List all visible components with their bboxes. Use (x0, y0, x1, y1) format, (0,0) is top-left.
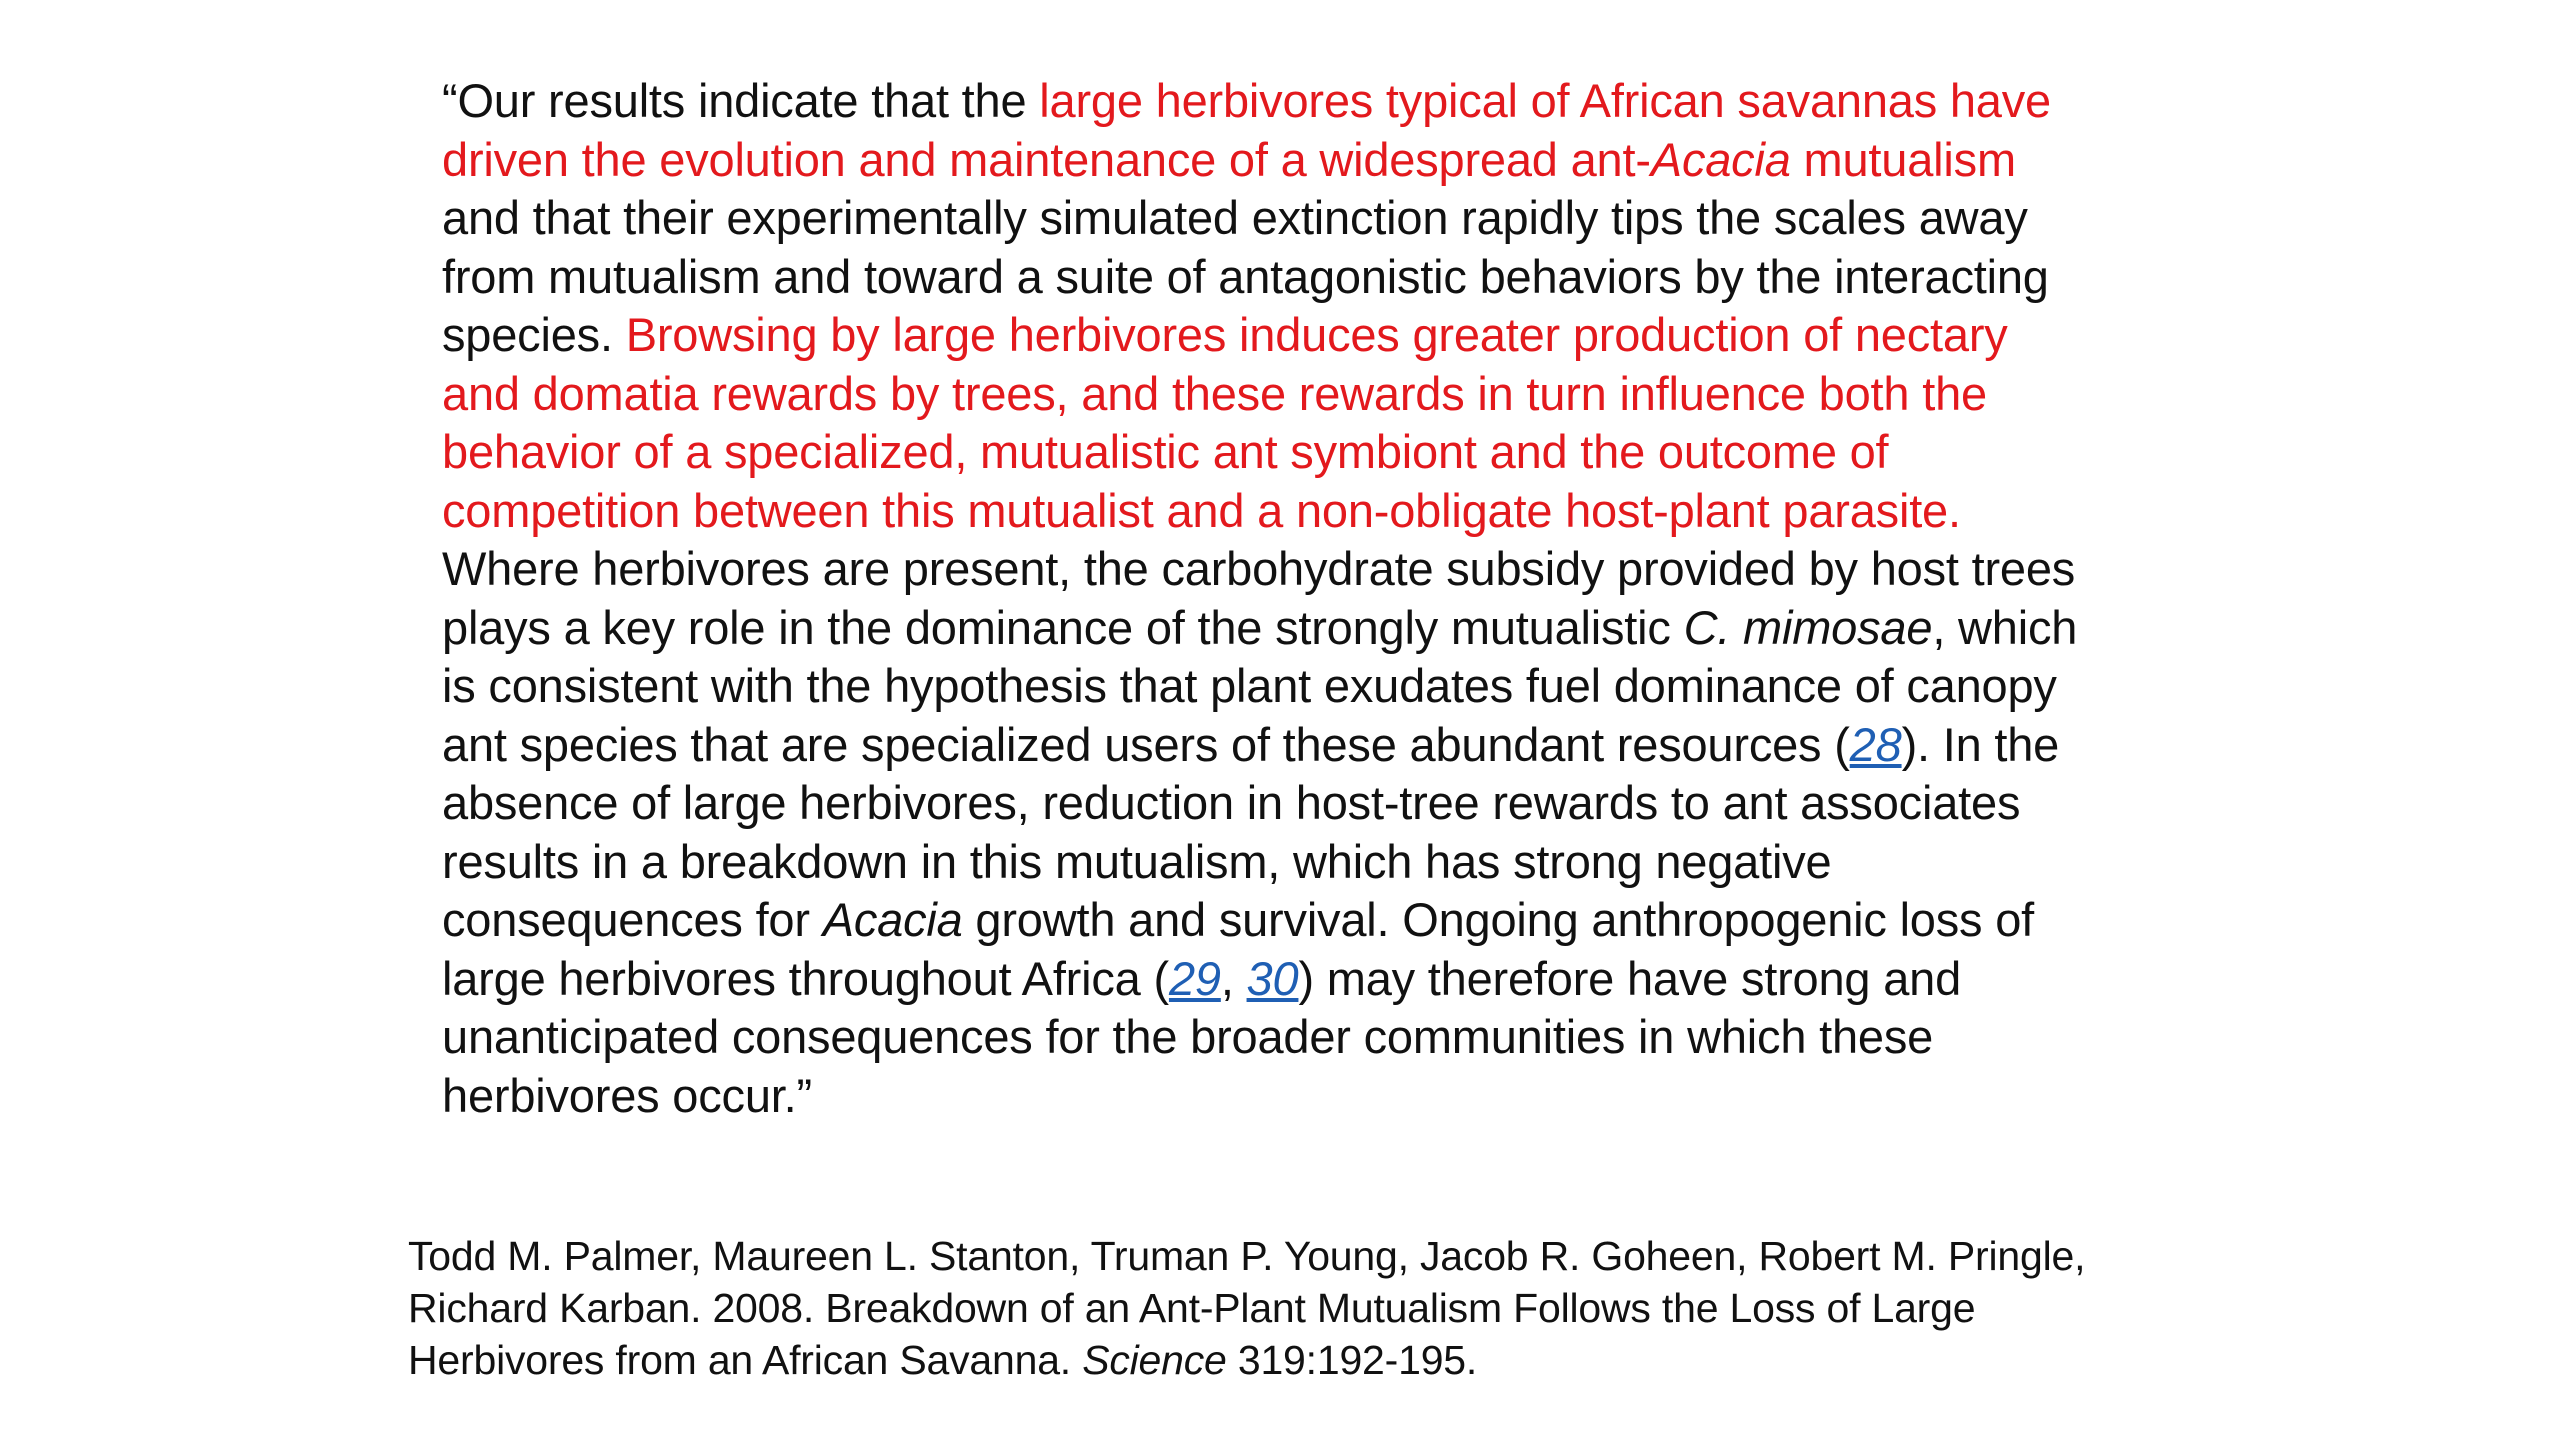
quote-text-2: and that their experimentally simulated extinction rapidly tips the scales away from mutualism and toward a suite of antagonistic behaviors by the interacting species. (442, 191, 2049, 361)
reference-link-29[interactable]: 29 (1168, 951, 1221, 1005)
quote-paragraph (442, 72, 2082, 1125)
reference-separator: , (1220, 951, 1247, 1005)
citation-volume-pages: 319:192-195. (1226, 1337, 1478, 1383)
highlight-1-end: mutualism (1790, 132, 2016, 186)
reference-link-28[interactable]: 28 (1849, 717, 1902, 771)
quote-text-5: ). In the absence of large herbivores, reduction in host-tree rewards to ant associates results in a breakdown in this mutualism, which has strong negative consequences for (442, 717, 2060, 946)
quote-text-4: , which is consistent with the hypothesis that plant exudates fuel dominance of canopy ant species that are specialized users of these abundant resources ( (442, 600, 2078, 771)
genus-name: Acacia (822, 893, 963, 946)
quote-text-7: ) may therefore have strong and unanticipated consequences for the broader communities in which these herbivores occur. (442, 951, 1962, 1122)
citation-text: Todd M. Palmer, Maureen L. Stanton, Truman P. Young, Jacob R. Goheen, Robert M. Pringle, Richard Karban. 2008. Breakdown of an Ant-Plant Mutualism Follows the Loss of Large Herbivores from an African Savanna. (408, 1233, 2086, 1383)
citation-journal: Science (1082, 1337, 1227, 1383)
species-name: C. mimosae (1683, 600, 1933, 654)
reference-link-30[interactable]: 30 (1246, 951, 1299, 1005)
quote-text-3: Where herbivores are present, the carbohydrate subsidy provided by host trees plays a key role in the dominance of the strongly mutualistic (442, 542, 2076, 654)
quote-text-1: Our results indicate that the (457, 74, 1040, 127)
quote-text-6: growth and survival. Ongoing anthropogenic loss of large herbivores throughout Africa ( (442, 893, 2035, 1005)
citation (408, 1230, 2108, 1386)
highlight-1-text: large herbivores typical of African savannas have driven the evolution and maintenance of a widespread ant- (442, 74, 2051, 186)
quote-close-mark: ” (796, 1068, 812, 1122)
highlight-1-italic: Acacia (1650, 132, 1791, 186)
highlight-2: Browsing by large herbivores induces greater production of nectary and domatia rewards by trees, and these rewards in turn influence both the behavior of a specialized, mutualistic ant symbiont and the outcome of competition between this mutualist and a non-obligate host-plant parasite. (442, 308, 2008, 537)
quote-open-mark: “ (442, 74, 458, 127)
